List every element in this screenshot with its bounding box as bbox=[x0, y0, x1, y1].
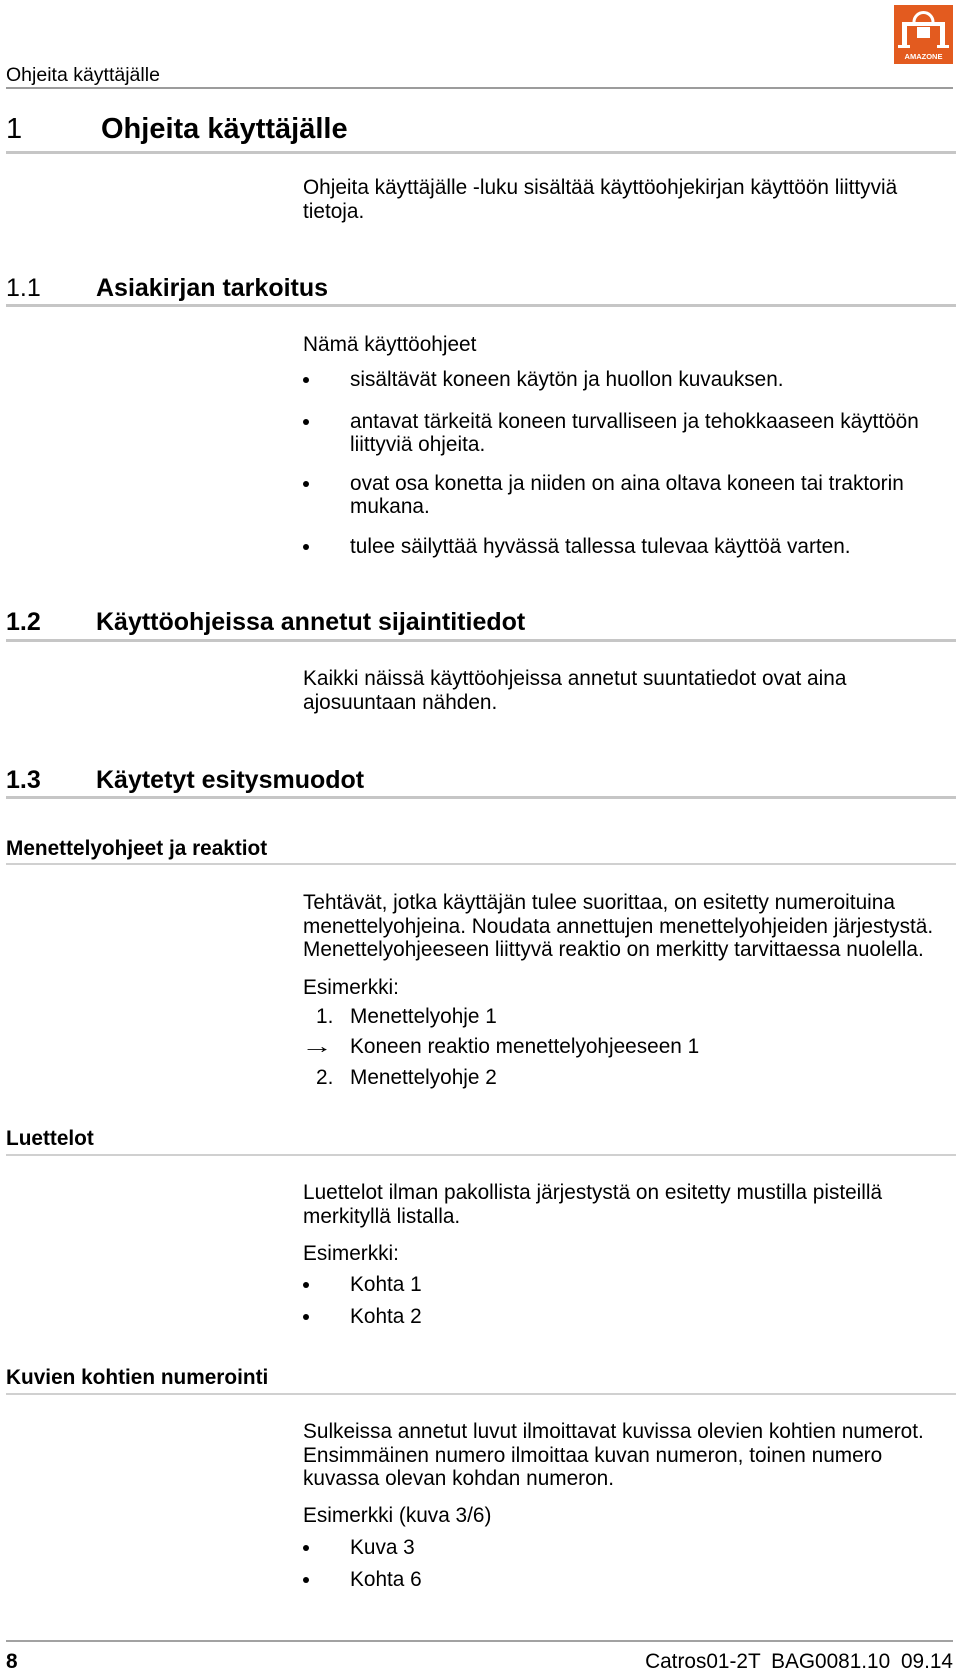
bullet-text bbox=[350, 1568, 422, 1592]
page-number: 8 bbox=[6, 1650, 18, 1673]
bullet-icon bbox=[303, 481, 309, 487]
section-number: 1.2 bbox=[6, 608, 41, 636]
section-title: Käyttöohjeissa annetut sijaintitiedot bbox=[96, 608, 526, 636]
bullet-line: liittyviä ohjeita. bbox=[350, 433, 486, 456]
section-divider bbox=[6, 304, 956, 307]
step-text-block bbox=[350, 1005, 497, 1029]
step-text: Menettelyohje 2 bbox=[350, 1066, 497, 1089]
chapter-title: Ohjeita käyttäjälle bbox=[101, 113, 348, 145]
paragraph-line: Sulkeissa annetut luvut ilmoittavat kuvissa olevien kohtien numerot. bbox=[303, 1420, 924, 1443]
section-number: 1.1 bbox=[6, 274, 41, 302]
section-divider bbox=[6, 639, 956, 642]
step-text-block bbox=[350, 1035, 699, 1059]
logo-left-foot bbox=[898, 45, 910, 48]
example-label bbox=[303, 976, 399, 1000]
chapter-number: 1 bbox=[6, 113, 23, 145]
bullet-line: sisältävät koneen käytön ja huollon kuvauksen. bbox=[350, 368, 784, 391]
bullet-icon bbox=[303, 1314, 309, 1320]
step-number: 2. bbox=[316, 1066, 334, 1089]
logo-right-foot bbox=[937, 45, 949, 48]
paragraph-line: Nämä käyttöohjeet bbox=[303, 333, 477, 356]
paragraph-line: Ensimmäinen numero ilmoittaa kuvan numeron, toinen numero bbox=[303, 1443, 883, 1467]
paragraph-line: ajosuuntaan nähden. bbox=[303, 690, 498, 714]
bullet-line: Kuva 3 bbox=[350, 1536, 415, 1559]
bullet-icon bbox=[303, 1545, 309, 1551]
paragraph-line: Menettelyohjeeseen liittyvä reaktio on merkitty tarvittaessa nuolella. bbox=[303, 938, 924, 961]
section-number: 1.3 bbox=[6, 766, 41, 794]
paragraph-line: Tehtävät, jotka käyttäjän tulee suorittaa, on esitetty numeroituina bbox=[303, 891, 895, 914]
amazone-logo bbox=[894, 5, 953, 64]
bullet-text bbox=[350, 368, 784, 392]
logo-hopper bbox=[917, 27, 930, 38]
bullet-text bbox=[350, 1273, 422, 1297]
bullet-line: tulee säilyttää hyvässä tallessa tulevaa käyttöä varten. bbox=[350, 534, 851, 558]
bullet-icon bbox=[303, 377, 309, 383]
bullet-line: Kohta 1 bbox=[350, 1273, 422, 1296]
bullet-line: Kohta 6 bbox=[350, 1568, 422, 1591]
bullet-line: ovat osa konetta ja niiden on aina oltava koneen tai traktorin bbox=[350, 471, 904, 495]
logo-left-leg bbox=[902, 22, 907, 47]
bullet-line: Kohta 2 bbox=[350, 1305, 422, 1328]
section-heading-1-2 bbox=[0, 607, 960, 637]
document-reference: Catros01-2T BAG0081.10 09.14 bbox=[645, 1650, 953, 1673]
logo-wordmark: AMAZONE bbox=[904, 52, 943, 61]
section-text bbox=[303, 667, 846, 714]
bullet-icon bbox=[303, 1282, 309, 1288]
step-text: Menettelyohje 1 bbox=[350, 1005, 497, 1028]
header-divider bbox=[6, 87, 953, 89]
paragraph-line: Luettelot ilman pakollista järjestystä on esitetty mustilla pisteillä bbox=[303, 1181, 883, 1204]
section-title: Asiakirjan tarkoitus bbox=[96, 274, 329, 302]
paragraph-line: Esimerkki: bbox=[303, 976, 399, 999]
step-number: 1. bbox=[316, 1005, 334, 1028]
paragraph-line: Esimerkki: bbox=[303, 1242, 399, 1265]
paragraph-line: tietoja. bbox=[303, 199, 365, 223]
paragraph-line: Kaikki näissä käyttöohjeissa annetut suuntatiedot ovat aina bbox=[303, 667, 847, 690]
bullet-line: antavat tärkeitä koneen turvalliseen ja tehokkaaseen käyttöön bbox=[350, 409, 919, 433]
paragraph-line: Ohjeita käyttäjälle -luku sisältää käyttöohjekirjan käyttöön liittyviä bbox=[303, 176, 898, 199]
chapter-divider bbox=[6, 151, 956, 154]
example-label bbox=[303, 1504, 491, 1528]
running-header-title: Ohjeita käyttäjälle bbox=[6, 64, 160, 86]
logo-right-leg bbox=[940, 22, 945, 47]
subheading-figure-numbering: Kuvien kohtien numerointi bbox=[6, 1366, 269, 1389]
page-footer bbox=[0, 1651, 960, 1673]
chapter-intro bbox=[303, 176, 897, 223]
bullet-icon bbox=[303, 544, 309, 550]
paragraph-line: menettelyohjeina. Noudata annettujen menettelyohjeiden järjestystä. bbox=[303, 914, 934, 938]
subheading-lists: Luettelot bbox=[6, 1127, 94, 1150]
procedures-text bbox=[303, 891, 933, 962]
paragraph-line: Esimerkki (kuva 3/6) bbox=[303, 1504, 492, 1527]
paragraph-line: kuvassa olevan kohdan numeron. bbox=[303, 1467, 614, 1490]
bullet-text bbox=[350, 535, 851, 559]
lists-text bbox=[303, 1181, 882, 1228]
paragraph-line: merkityllä listalla. bbox=[303, 1204, 461, 1228]
subheading-divider bbox=[6, 1393, 956, 1395]
subheading-divider bbox=[6, 863, 956, 865]
arrow-right-icon: → bbox=[301, 1035, 334, 1058]
section-title: Käytetyt esitysmuodot bbox=[96, 766, 365, 794]
logo-top-bar bbox=[902, 22, 945, 26]
bullet-text bbox=[350, 1536, 415, 1560]
bullet-icon bbox=[303, 419, 309, 425]
section-lead bbox=[303, 333, 476, 357]
bullet-icon bbox=[303, 1577, 309, 1583]
figure-numbering-text bbox=[303, 1420, 924, 1491]
bullet-line: mukana. bbox=[350, 495, 430, 518]
bullet-text bbox=[350, 472, 904, 519]
chapter-heading bbox=[0, 112, 960, 146]
subheading-divider bbox=[6, 1154, 956, 1156]
example-label bbox=[303, 1242, 399, 1266]
section-heading-1-1 bbox=[0, 273, 960, 303]
bullet-text bbox=[350, 410, 919, 457]
subheading-procedures: Menettelyohjeet ja reaktiot bbox=[6, 837, 268, 860]
footer-divider bbox=[6, 1640, 953, 1642]
step-text: Koneen reaktio menettelyohjeeseen 1 bbox=[350, 1035, 700, 1058]
step-text-block bbox=[350, 1066, 497, 1090]
section-divider bbox=[6, 796, 956, 799]
section-heading-1-3 bbox=[0, 765, 960, 795]
bullet-text bbox=[350, 1305, 422, 1329]
